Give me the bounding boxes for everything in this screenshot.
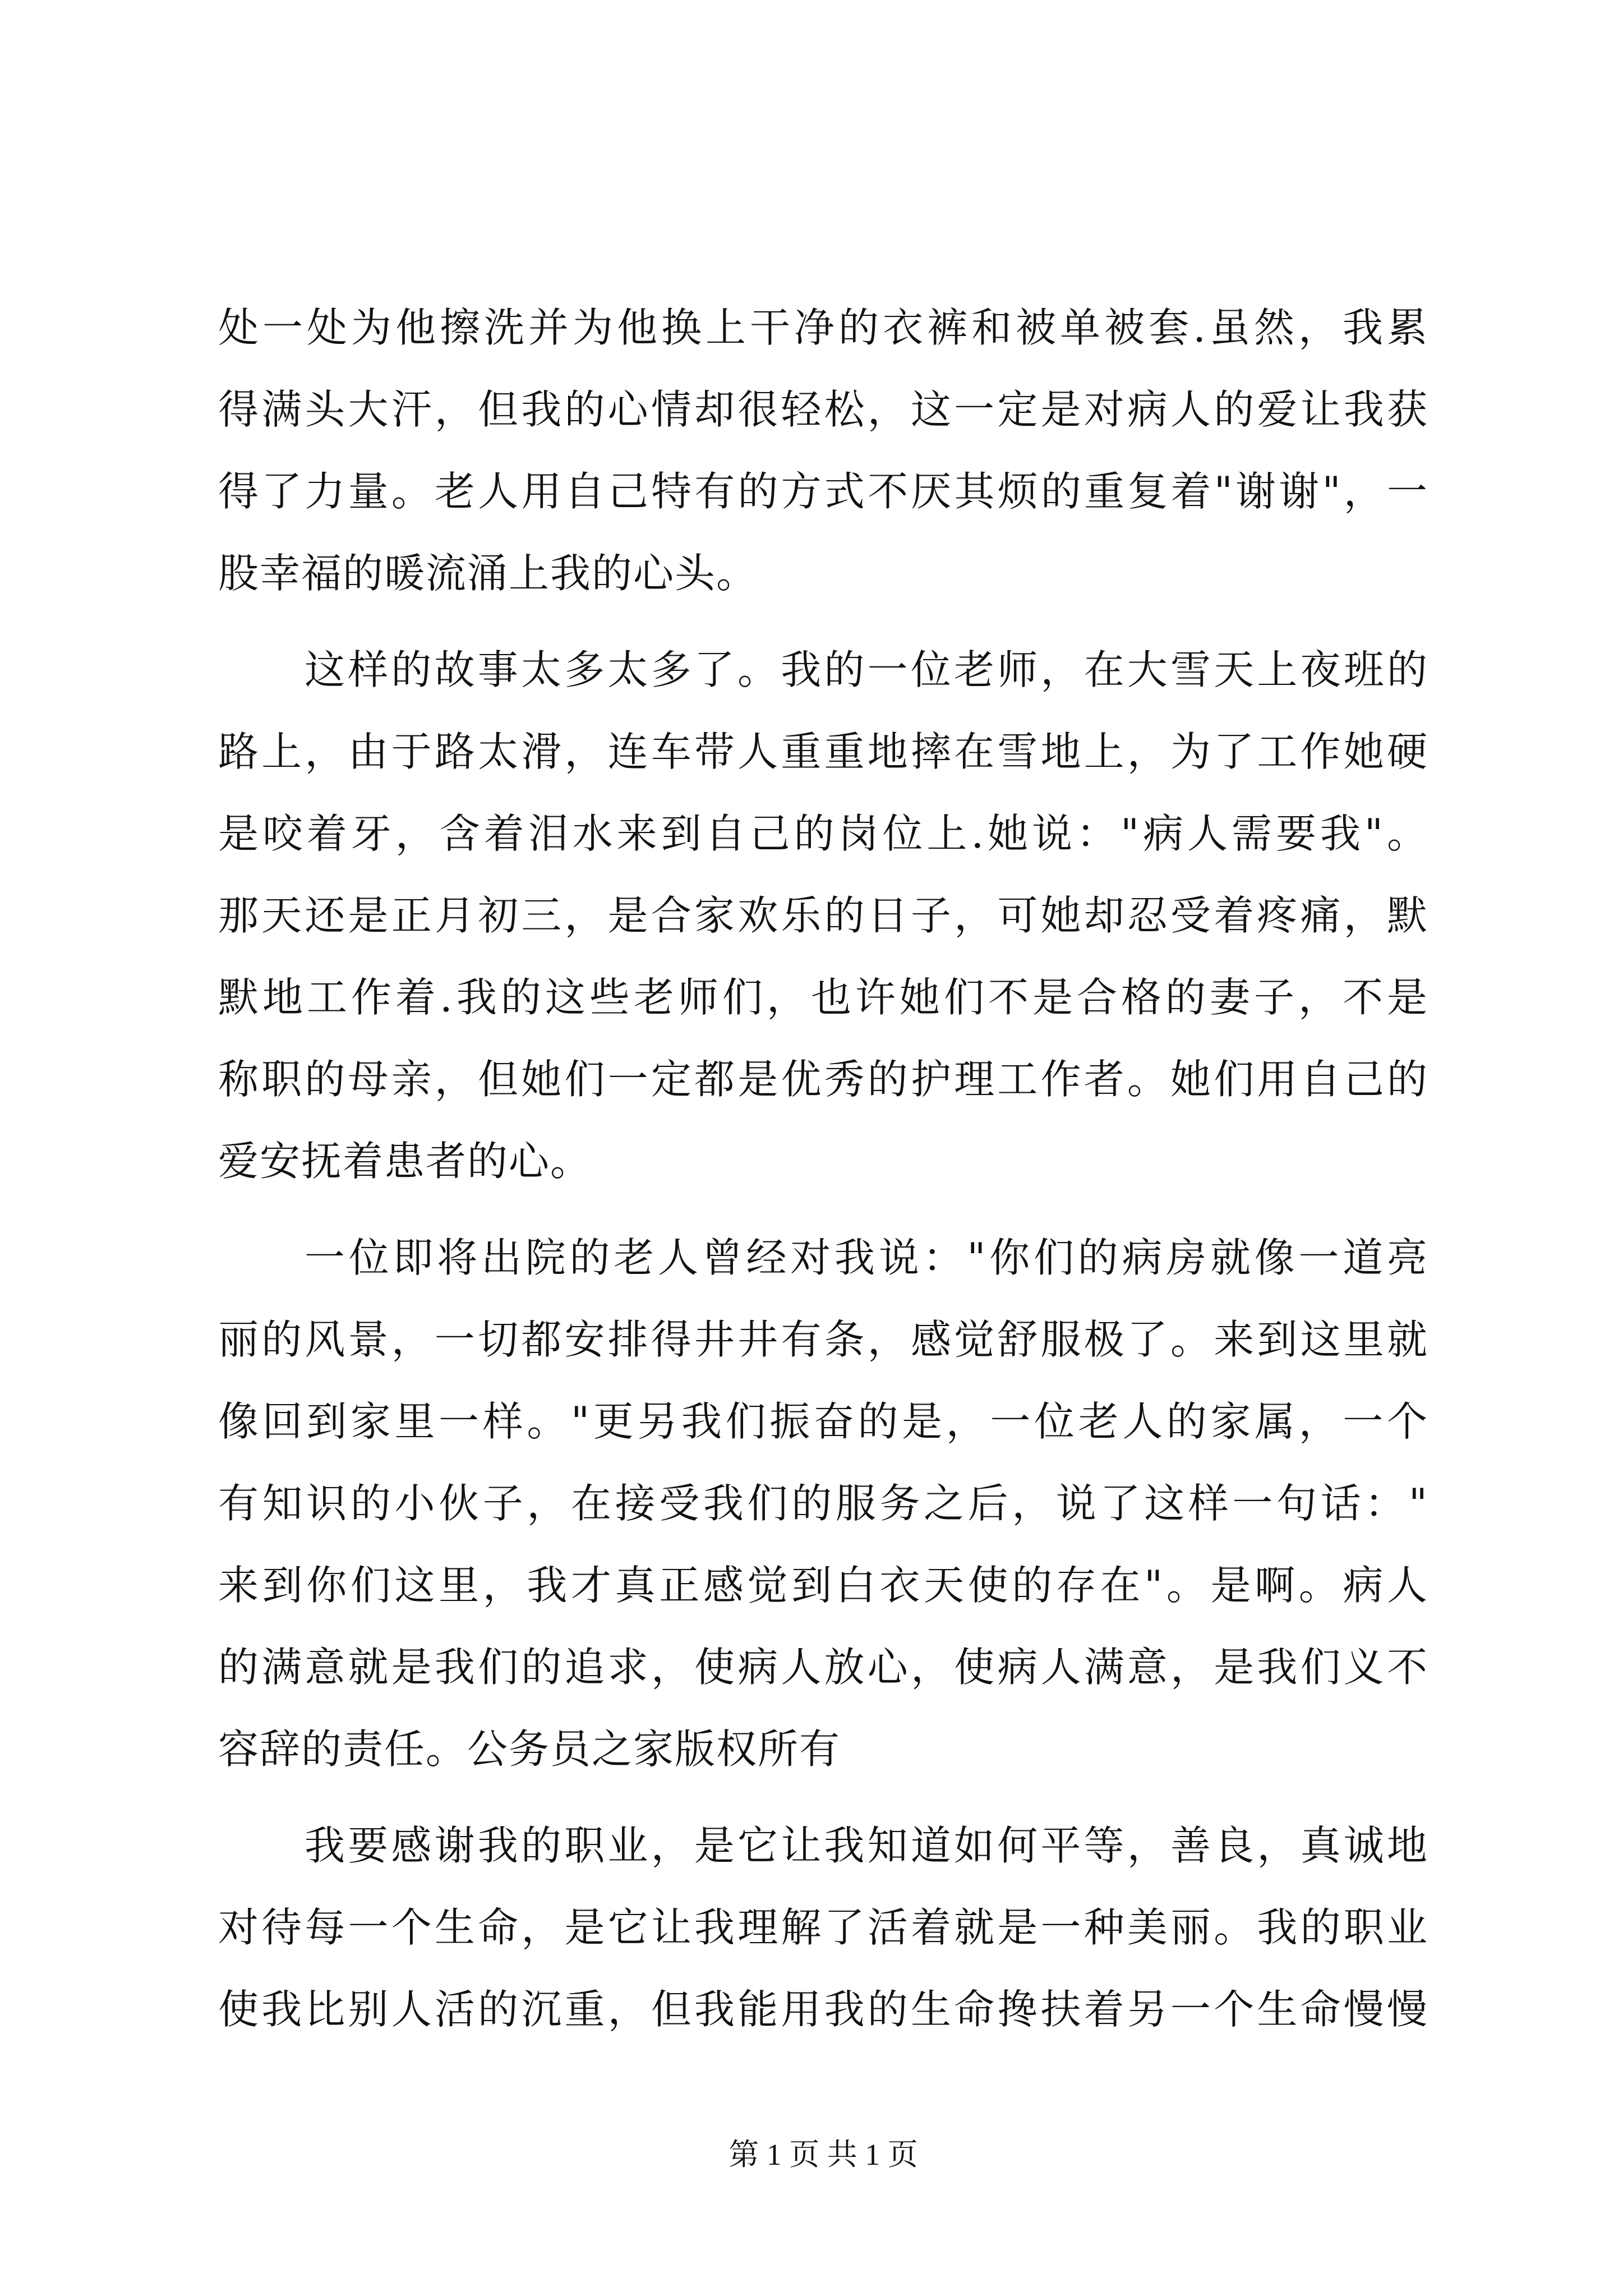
page-footer: 第 1 页 共 1 页	[728, 2138, 918, 2171]
paragraph-3	[218, 1217, 1428, 1790]
text-line: 丽的风景，一切都安排得井井有条，感觉舒服极了。来到这里就	[218, 1316, 1428, 1363]
paragraph-2	[218, 629, 1428, 1202]
text-line: 得满头大汗，但我的心情却很轻松，这一定是对病人的爱让我获	[218, 386, 1428, 433]
document-body	[218, 287, 1428, 2050]
text-line: 默地工作着.我的这些老师们，也许她们不是合格的妻子，不是	[218, 974, 1428, 1021]
paragraph-1	[218, 287, 1428, 614]
text-line: 爱安抚着患者的心。	[218, 1138, 592, 1185]
text-line: 得了力量。老人用自己特有的方式不厌其烦的重复着"谢谢"，一	[218, 468, 1428, 515]
text-line: 容辞的责任。公务员之家版权所有	[218, 1726, 841, 1773]
text-line: 使我比别人活的沉重，但我能用我的生命搀扶着另一个生命慢慢	[218, 1986, 1428, 2033]
text-line: 一位即将出院的老人曾经对我说："你们的病房就像一道亮	[305, 1234, 1428, 1281]
text-line: 是咬着牙，含着泪水来到自己的岗位上.她说："病人需要我"。	[218, 810, 1428, 857]
text-line: 称职的母亲，但她们一定都是优秀的护理工作者。她们用自己的	[218, 1056, 1428, 1103]
text-line: 来到你们这里，我才真正感觉到白衣天使的存在"。是啊。病人	[218, 1562, 1428, 1609]
paragraph-4	[218, 1805, 1428, 2050]
text-line: 的满意就是我们的追求，使病人放心，使病人满意，是我们义不	[218, 1644, 1428, 1691]
text-line: 像回到家里一样。"更另我们振奋的是，一位老人的家属，一个	[218, 1398, 1428, 1445]
text-line: 我要感谢我的职业，是它让我知道如何平等，善良，真诚地	[305, 1822, 1428, 1869]
text-line: 处一处为他擦洗并为他换上干净的衣裤和被单被套.虽然，我累	[218, 304, 1428, 351]
text-line: 这样的故事太多太多了。我的一位老师，在大雪天上夜班的	[305, 646, 1428, 693]
text-line: 路上，由于路太滑，连车带人重重地摔在雪地上，为了工作她硬	[218, 728, 1428, 775]
text-line: 股幸福的暖流涌上我的心头。	[218, 550, 758, 597]
text-line: 那天还是正月初三，是合家欢乐的日子，可她却忍受着疼痛，默	[218, 892, 1428, 939]
text-line: 有知识的小伙子，在接受我们的服务之后，说了这样一句话："	[218, 1480, 1428, 1527]
text-line: 对待每一个生命，是它让我理解了活着就是一种美丽。我的职业	[218, 1904, 1428, 1951]
